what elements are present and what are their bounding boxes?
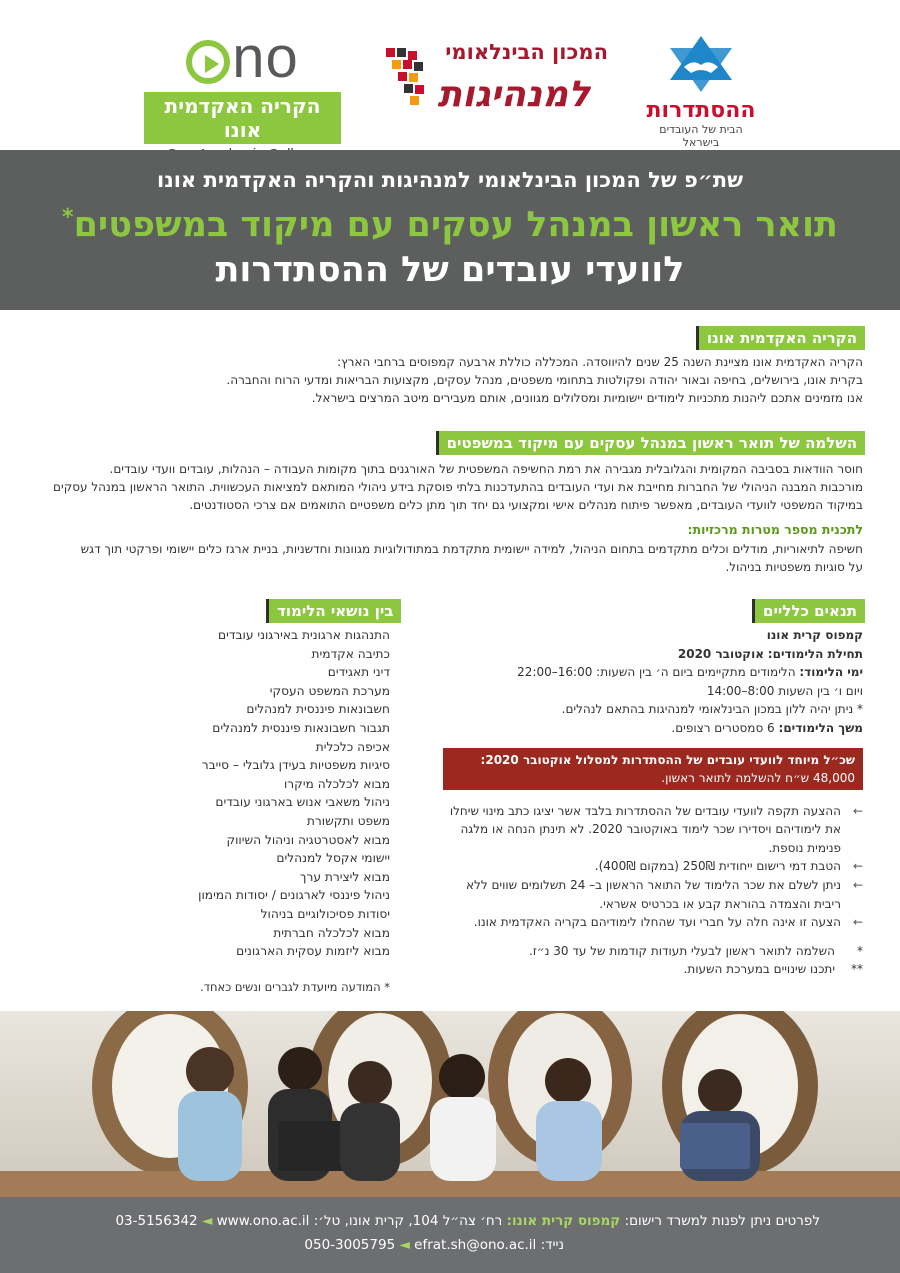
topic-item: אכיפה כלכלית xyxy=(315,739,390,754)
heading-general: תנאים כלליים xyxy=(752,599,865,623)
banner-asterisk: * xyxy=(62,205,74,230)
topic-item: יישומי אקסל למנהלים xyxy=(276,851,390,866)
topic-item: משפט ותקשורת xyxy=(306,813,390,828)
topic-item: מבוא ליזמות עסקית הארגונים xyxy=(236,944,390,959)
completion-line: חוסר הוודאות בסביבה המקומית והגלובלית מגבירה את רמת החשיפה המשפטית של האורגנים בתוך מקומות העבודה – הנהלות, עובדים וועדי עובדים. xyxy=(109,462,863,476)
heading-ono: הקריה האקדמית אונו xyxy=(696,326,865,350)
start-label: תחילת הלימודים: xyxy=(767,646,863,661)
ono-line: אנו מזמינים אתכם ליהנות מתכניות לימודים יישומיות ומסלולים מגוונים, אותם מעבירים מיטב המרצים בישראל. xyxy=(311,391,863,405)
mobile-number[interactable]: 050-3005795 xyxy=(304,1237,396,1253)
topic-item: כתיבה אקדמית xyxy=(311,646,390,661)
price-line-1: שכ״ל מיוחד לוועדי עובדים של ההסתדרות למסלול אוקטובר 2020: xyxy=(480,752,855,767)
days-value-2: ויום ו׳ בין השעות 8:00–14:00 xyxy=(706,683,863,698)
topic-item: מערכת המשפט העסקי xyxy=(269,683,390,698)
phone-number[interactable]: 03-5156342 xyxy=(115,1213,198,1229)
arrow-left-icon: ← xyxy=(852,859,863,874)
list-item: ← ההצעה תקפה לוועדי עובדים של ההסתדרות בלבד אשר יציגו כתב מינוי שיחלו את לימודיהם ויסדירו שכר לימוד באוקטובר 2020. לא תינתן הנחה או מלגה פנימית נוספת. xyxy=(449,803,863,855)
pixel-swoosh-icon xyxy=(384,46,430,116)
ono-line: הקריה האקדמית אונו מציינת השנה 25 שנים להיווסדה. המכללה כוללת ארבעה קמפוסים ברחבי הארץ: xyxy=(337,355,863,369)
notes-list xyxy=(443,942,863,979)
institute-name-line2: למנהיגות xyxy=(437,74,590,115)
goals-description xyxy=(40,540,863,576)
histadrut-name: ההסתדרות xyxy=(646,98,756,123)
days-value: הלימודים מתקיימים ביום ה׳ בין השעות: 16:00–22:00 xyxy=(517,665,796,680)
banner-degree-title xyxy=(0,205,900,245)
ono-description xyxy=(40,353,863,407)
ono-logo xyxy=(140,25,345,163)
contact-address: רח׳ צה״ל 104, קרית אונו, טל׳: xyxy=(313,1213,503,1229)
topic-item: התנהגות ארגונית באירגוני עובדים xyxy=(218,628,390,642)
mobile-label: נייד: xyxy=(540,1237,564,1253)
goals-line: חשיפה לתיאוריות, מודלים וכלים מתקדמים בתחום הניהול, למידה יישומית מתקדמת במתודולוגיות מגוונות וחדשניות, בניית ארגז כלים יישומי ופרקטי תוך דגש xyxy=(80,542,863,556)
students-photo xyxy=(0,1011,900,1197)
triangle-left-icon: ◄ xyxy=(201,1213,213,1229)
arrow-left-icon: ← xyxy=(852,877,863,892)
contact-line-1 xyxy=(115,1213,820,1229)
topic-item: סיגיות משפטיות בעידן גלובלי – סייבר xyxy=(201,758,390,773)
histadrut-tagline: הבית של העובדים בישראל xyxy=(659,123,743,149)
gender-footnote: * המודעה מיועדת לגברים ונשים כאחד. xyxy=(200,979,390,994)
contact-intro: לפרטים ניתן לפנות למשרד רישום: xyxy=(624,1213,820,1229)
topics-list xyxy=(40,626,390,961)
topic-item: תגבור חשבונאות פיננסית למנהלים xyxy=(212,720,390,735)
topic-item: חשבונאות פיננסית למנהלים xyxy=(246,702,390,717)
campus-name: קמפוס קרית אונו xyxy=(766,628,863,642)
contact-line-2 xyxy=(304,1237,564,1253)
goals-heading: לתכנית מספר מטרות מרכזיות: xyxy=(687,522,863,537)
topic-item: יסודות פסיכולוגיים בניהול xyxy=(260,906,390,921)
email-link[interactable]: efrat.sh@ono.ac.il xyxy=(414,1237,537,1253)
topic-item: מבוא לכלכלה חברתית xyxy=(273,925,390,940)
days-label: ימי הלימוד: xyxy=(799,665,863,680)
ono-wordmark xyxy=(140,25,345,90)
ono-wordmark-text: no xyxy=(232,25,299,90)
note-item: ** יתכנו שינויים במערכת השעות. xyxy=(683,962,863,977)
logo-bar xyxy=(0,0,900,150)
histadrut-logo xyxy=(640,34,762,149)
heading-topics: בין נושאי הלימוד xyxy=(266,599,401,623)
completion-line: מורכבות המבנה הניהולי של החברות מחייבת את ועדי העובדים בהתעדכנות בלתי פוסקת בידע ניהולי המותאם למציאות העכשווית. התואר הראשון במנהל עסקים xyxy=(53,480,863,494)
arrow-left-icon: ← xyxy=(852,915,863,930)
star-handshake-icon xyxy=(666,34,736,94)
special-price-box xyxy=(443,748,863,790)
topic-item: ניהול משאבי אנוש בארגוני עובדים xyxy=(215,795,390,810)
banner-partnership: שת״פ של המכון הבינלאומי למנהיגות והקריה האקדמית אונו xyxy=(156,168,744,192)
banner-audience: לוועדי עובדים של ההסתדרות xyxy=(215,250,685,290)
triangle-left-icon: ◄ xyxy=(399,1237,410,1253)
general-conditions xyxy=(443,626,863,979)
topic-item: מבוא לאסטרטגיה וניהול השיווק xyxy=(226,832,390,847)
ono-hebrew-name: הקריה האקדמית אונו xyxy=(144,92,341,144)
lodging-note: * ניתן יהיה ללון במכון הבינלאומי למנהיגות בהתאם לנהלים. xyxy=(561,702,863,717)
goals-line: על סוגיות משפטיות בניהול. xyxy=(725,560,863,574)
terms-list xyxy=(443,802,863,932)
price-line-2: 48,000 ש״ח להשלמה לתואר ראשון. xyxy=(661,770,855,785)
general-details xyxy=(443,626,863,738)
topics-column xyxy=(40,626,390,994)
duration-label: משך הלימודים: xyxy=(778,720,863,735)
arrow-left-icon: ← xyxy=(852,803,863,818)
contact-campus: קמפוס קרית אונו: xyxy=(506,1213,621,1229)
topic-item: מבוא לכלכלה מיקרו xyxy=(283,776,390,791)
topic-item: ניהול פיננסי לארגונים / יסודות המימון xyxy=(198,888,390,903)
completion-line: במיקוד המשפטי לוועדי העובדים, מאפשר פיתוח מנהלים אישי ומקצועי גם יחד תוך מתן כלים משפטיים התואמים אם צרכי הסטודנטים. xyxy=(189,498,863,512)
banner-degree-text: תואר ראשון במנהל עסקים עם מיקוד במשפטים xyxy=(73,205,838,245)
title-banner xyxy=(0,150,900,310)
list-item: ← ניתן לשלם את שכר הלימוד של התואר הראשון ב– 24 תשלומים שווים ללא ריבית והצמדה בהוראת קבע או בכרטיס אשראי. xyxy=(465,877,863,911)
topic-item: מבוא ליצירת ערך xyxy=(299,869,390,884)
topic-item: דיני תאגידים xyxy=(327,665,390,680)
list-item: ← הטבת דמי רישום ייחודית 250₪ (במקום 400₪). xyxy=(443,857,863,876)
duration-value: 6 סמסטרים רצופים. xyxy=(671,720,775,735)
completion-description xyxy=(40,460,863,514)
start-value: אוקטובר 2020 xyxy=(677,646,764,661)
website-link[interactable]: www.ono.ac.il xyxy=(216,1213,310,1229)
heading-completion: השלמה של תואר ראשון במנהל עסקים עם מיקוד במשפטים xyxy=(436,431,865,455)
contact-footer xyxy=(0,1197,900,1273)
note-item: * השלמה לתואר ראשון לבעלי תעודות קודמות של עד 30 נ״ז. xyxy=(528,943,863,958)
ono-line: בקרית אונו, בירושלים, בחיפה ובאור יהודה ופקולטות בתחומי משפטים, מנהל עסקים, מקצועות הבריאות ומדעי הרוח והחברה. xyxy=(226,373,863,387)
list-item: ← הצעה זו אינה חלה על חברי ועד שהחלו לימודיהם בקריה האקדמית אונו. xyxy=(443,913,863,932)
institute-name-line1: המכון הבינלאומי xyxy=(445,40,608,64)
play-circle-icon xyxy=(186,40,230,84)
